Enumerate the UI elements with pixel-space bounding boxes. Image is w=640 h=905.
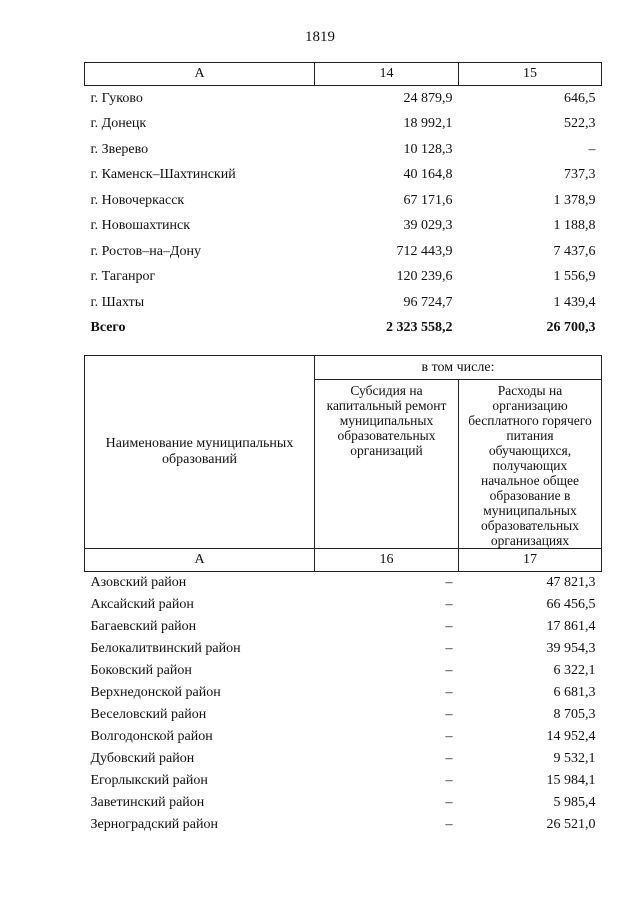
value-14: 712 443,9 xyxy=(396,243,453,259)
value-17: 6 322,1 xyxy=(553,663,596,678)
column-header-row xyxy=(85,63,602,86)
table-row xyxy=(85,594,602,616)
table-row xyxy=(85,616,602,638)
value-14: 67 171,6 xyxy=(403,192,453,208)
table-row xyxy=(85,638,602,660)
table-row xyxy=(85,239,602,265)
district-name: Заветинский район xyxy=(90,795,205,810)
municipality-name-header xyxy=(85,356,315,549)
table-row xyxy=(85,660,602,682)
district-name: Багаевский район xyxy=(90,619,197,634)
municipality-name-header-text: Наименование муниципальных образований xyxy=(105,436,294,467)
value-15: 646,5 xyxy=(564,90,596,106)
value-15: 737,3 xyxy=(564,167,596,183)
column-16-description xyxy=(315,380,459,549)
value-15: 1 378,9 xyxy=(553,192,596,208)
municipality-name: г. Зверево xyxy=(90,141,149,157)
value-14: 39 029,3 xyxy=(403,218,453,234)
value-15: 1 556,9 xyxy=(553,269,596,285)
total-value-14: 2 323 558,2 xyxy=(386,320,453,336)
total-value-15: 26 700,3 xyxy=(546,320,596,336)
district-name: Волгодонской район xyxy=(90,729,213,744)
district-name: Дубовский район xyxy=(90,751,195,766)
value-16: – xyxy=(445,641,453,656)
municipality-name: г. Донецк xyxy=(90,116,147,132)
total-row xyxy=(85,316,602,342)
table-row xyxy=(85,163,602,189)
table-row xyxy=(85,112,602,138)
district-name: Зерноградский район xyxy=(90,817,218,832)
value-14: 10 128,3 xyxy=(403,141,453,157)
table-row xyxy=(85,188,602,214)
value-16: – xyxy=(445,663,453,678)
value-16: – xyxy=(445,773,453,788)
column-17-description-text: Расходы на организацию бесплатного горячего питания обучающихся, получающих начальное общее образование в муниципальных образовательных организациях xyxy=(468,383,592,548)
value-16: – xyxy=(445,619,453,634)
value-17: 17 861,4 xyxy=(546,619,596,634)
value-17: 15 984,1 xyxy=(546,773,596,788)
table-row xyxy=(85,290,602,316)
value-14: 18 992,1 xyxy=(403,116,453,132)
municipality-name: г. Ростов–на–Дону xyxy=(90,243,201,259)
table-row xyxy=(85,748,602,770)
value-16: – xyxy=(445,729,453,744)
bottom-table xyxy=(84,355,602,836)
value-16: – xyxy=(445,685,453,700)
table-row xyxy=(85,572,602,595)
value-14: 40 164,8 xyxy=(403,167,453,183)
district-name: Веселовский район xyxy=(90,707,207,722)
district-name: Верхнедонской район xyxy=(90,685,221,700)
value-14: 96 724,7 xyxy=(403,294,453,310)
municipality-name: г. Гуково xyxy=(90,90,143,106)
municipality-name: г. Новошахтинск xyxy=(90,218,191,234)
value-14: 120 239,6 xyxy=(396,269,453,285)
district-name: Азовский район xyxy=(90,575,187,590)
value-15: 522,3 xyxy=(564,116,596,132)
table-row xyxy=(85,214,602,240)
table-row xyxy=(85,86,602,112)
municipality-name: г. Шахты xyxy=(90,294,145,310)
table-row xyxy=(85,770,602,792)
district-name: Боковский район xyxy=(90,663,192,678)
header-row-including xyxy=(85,356,602,380)
value-15: 1 188,8 xyxy=(553,218,596,234)
value-17: 66 456,5 xyxy=(546,597,596,612)
column-header-14: 14 xyxy=(315,63,459,86)
district-name: Аксайский район xyxy=(90,597,194,612)
value-17: 9 532,1 xyxy=(553,751,596,766)
value-15: 7 437,6 xyxy=(553,243,596,259)
column-header-16: 16 xyxy=(315,549,459,572)
table-row xyxy=(85,814,602,836)
table-row xyxy=(85,704,602,726)
value-14: 24 879,9 xyxy=(403,90,453,106)
district-name: Егорлыкский район xyxy=(90,773,208,788)
column-16-description-text: Субсидия на капитальный ремонт муниципальных образовательных организаций xyxy=(326,383,447,458)
value-16: – xyxy=(445,795,453,810)
value-16: – xyxy=(445,597,453,612)
top-table xyxy=(84,62,602,341)
table-row xyxy=(85,137,602,163)
value-17: 14 952,4 xyxy=(546,729,596,744)
column-header-a: А xyxy=(85,63,315,86)
value-17: 5 985,4 xyxy=(553,795,596,810)
table-row xyxy=(85,726,602,748)
district-name: Белокалитвинский район xyxy=(90,641,241,656)
value-17: 6 681,3 xyxy=(553,685,596,700)
column-17-description xyxy=(459,380,602,549)
value-17: 39 954,3 xyxy=(546,641,596,656)
column-header-17: 17 xyxy=(459,549,602,572)
value-17: 26 521,0 xyxy=(546,817,596,832)
column-header-a-2: А xyxy=(85,549,315,572)
page-number: 1819 xyxy=(305,29,335,45)
including-header: в том числе: xyxy=(315,356,602,380)
value-16: – xyxy=(445,817,453,832)
total-label: Всего xyxy=(90,320,126,336)
value-16: – xyxy=(445,751,453,766)
table-row xyxy=(85,265,602,291)
table-row xyxy=(85,792,602,814)
municipality-name: г. Новочеркасск xyxy=(90,192,185,208)
column-header-row-2 xyxy=(85,549,602,572)
value-16: – xyxy=(445,707,453,722)
column-header-15: 15 xyxy=(459,63,602,86)
municipality-name: г. Каменск–Шахтинский xyxy=(90,167,236,183)
value-15: 1 439,4 xyxy=(553,294,596,310)
value-16: – xyxy=(445,575,453,590)
value-15: – xyxy=(588,141,596,157)
value-17: 8 705,3 xyxy=(553,707,596,722)
value-17: 47 821,3 xyxy=(546,575,596,590)
municipality-name: г. Таганрог xyxy=(90,269,156,285)
table-row xyxy=(85,682,602,704)
